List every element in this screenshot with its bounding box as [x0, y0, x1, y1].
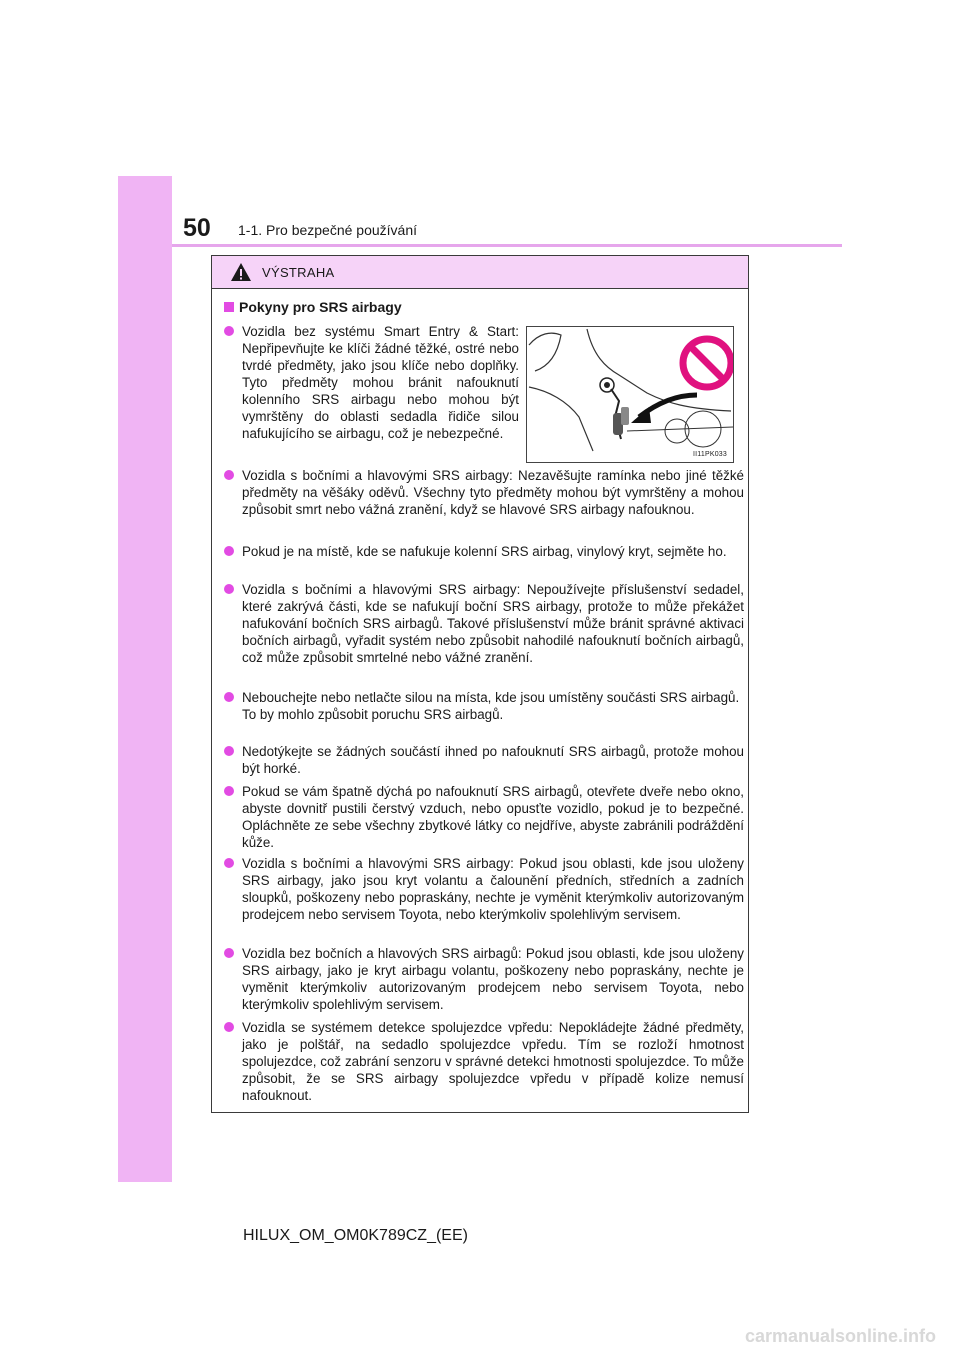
warning-item-text: Vozidla s bočními a hlavovými SRS airbagy: Pokud jsou oblasti, kde jsou uloženy SRS airbagy, jako jsou kryt volantu a čalounění předních, středních a zadních sloupků, poškozeny nebo popraskány, nechte je vyměnit kterýmkoliv autorizovaným prodejcem nebo servisem Toyota, nebo kterýmkoliv spolehlivým servisem.: [242, 856, 744, 922]
bullet-icon: [224, 692, 234, 702]
warning-title: VÝSTRAHA: [262, 264, 335, 280]
warning-triangle-icon: [230, 262, 252, 282]
chapter-sidebar-tab: [118, 176, 172, 1182]
warning-item: [224, 581, 744, 666]
bullet-icon: [224, 786, 234, 796]
bullet-icon: [224, 858, 234, 868]
warning-item-text: Vozidla se systémem detekce spolujezdce vpředu: Nepokládejte žádné předměty, jako je polštář, na sedadlo spolujezdce vpředu. Tím se rozloží hmotnost spolujezdce, což zabrání senzoru v správné detekci hmotnosti spolujezdce. To může způsobit, že se SRS airbagy spolujezdce vpředu v případě kolize nemusí nafouknout.: [242, 1020, 744, 1103]
bullet-icon: [224, 746, 234, 756]
warning-item: [224, 783, 744, 851]
section-title: Pokyny pro SRS airbagy: [239, 299, 402, 315]
watermark-text: carmanualsonline.info: [744, 1326, 936, 1346]
warning-item: [224, 467, 744, 518]
bullet-icon: [224, 584, 234, 594]
warning-item: [224, 855, 744, 923]
warning-item-text: Nedotýkejte se žádných součástí ihned po nafouknutí SRS airbagů, protože mohou být horké.: [242, 744, 744, 776]
bullet-icon: [224, 1022, 234, 1032]
page-number: 50: [183, 214, 211, 242]
warning-header: [212, 256, 748, 289]
warning-item-text: Vozidla bez systému Smart Entry & Start: Nepřipevňujte ke klíči žádné těžké, ostré nebo tvrdé předměty, jako jsou klíče nebo doplňky. Tyto předměty mohou bránit nafouknutí kolenního SRS airbagu nebo mohou být vymrštěny do oblasti sedadla řidiče silou nafukujícího se airbagu, což je nebezpečné.: [242, 324, 519, 441]
bullet-icon: [224, 326, 234, 336]
figure-code: II11PK033: [693, 451, 727, 458]
bullet-icon: [224, 948, 234, 958]
warning-item: [224, 743, 744, 777]
manual-code: HILUX_OM_OM0K789CZ_(EE): [243, 1227, 468, 1244]
warning-item-text: Pokud se vám špatně dýchá po nafouknutí SRS airbagů, otevřete dveře nebo okno, abyste dovnitř pustili čerstvý vzduch, nebo opusťte vozidlo, pokud je to bezpečné. Opláchněte ze sebe všechny zbytkové látky co nejdříve, abyste zabránili podráždění kůže.: [242, 784, 744, 850]
warning-box: [211, 255, 749, 1113]
warning-item-text: Vozidla s bočními a hlavovými SRS airbagy: Nepoužívejte příslušenství sedadel, které zakrývá části, kde se nafukují boční SRS airbagy, protože to může překážet nafukování bočních SRS airbagů. Takové příslušenství může bránit správné aktivaci bočních airbagů, vyřadit systém nebo způsobit nahodilé nafouknutí bočních airbagů, což může způsobit smrtelné nebo vážné zranění.: [242, 582, 744, 665]
warning-item-text: Nebouchejte nebo netlačte silou na místa, kde jsou umístěny součásti SRS airbagů. To by mohlo způsobit poruchu SRS airbagů.: [242, 690, 740, 722]
warning-item-text: Vozidla bez bočních a hlavových SRS airbagů: Pokud jsou oblasti, kde jsou uloženy SRS airbagy, jako je kryt airbagu volantu, poškozeny nebo popraskány, nechte je vyměnit kterýmkoliv autorizovaným prodejcem nebo servisem Toyota, nebo kterýmkoliv spolehlivým servisem.: [242, 946, 744, 1012]
warning-item-text: Pokud je na místě, kde se nafukuje kolenní SRS airbag, vinylový kryt, sejměte ho.: [242, 544, 727, 559]
warning-item: [224, 323, 519, 442]
warning-item: [224, 945, 744, 1013]
header-rule: [172, 244, 842, 247]
warning-item: [224, 1019, 744, 1104]
no-heavy-keychain-figure: [527, 327, 733, 462]
warning-item-text: Vozidla s bočními a hlavovými SRS airbagy: Nezavěšujte ramínka nebo jiné těžké předměty na věšáky oděvů. Všechny tyto předměty mohou být vymrštěny a mohou způsobit smrt nebo vážná zranění, když se hlavové SRS airbagy nafouknou.: [242, 468, 744, 517]
warning-item: [224, 543, 744, 560]
chapter-title: 1-1. Pro bezpečné používání: [238, 222, 418, 238]
square-bullet-icon: [224, 302, 234, 312]
bullet-icon: [224, 470, 234, 480]
section-heading: [224, 299, 402, 315]
key-ring-illustration: [526, 326, 734, 463]
bullet-icon: [224, 546, 234, 556]
warning-item: [224, 689, 744, 723]
